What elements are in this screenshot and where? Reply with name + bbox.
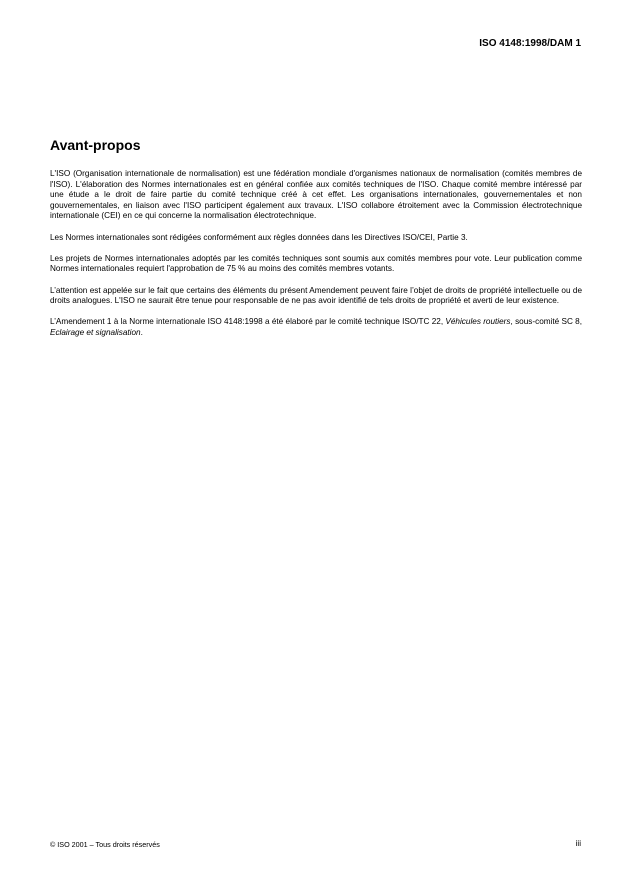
amendment-text-3: . xyxy=(140,327,143,337)
amendment-italic-lighting: Eclairage et signalisation xyxy=(50,327,141,337)
paragraph-iso-organisation: L'ISO (Organisation internationale de normalisation) est une fédération mondiale d'organismes nationaux de normalisation (comités membres de l'ISO). L'élaboration des Normes internationales est en général confiée aux comités techniques de l'ISO. Chaque comité membre intéressé par une étude a le droit de faire partie du comité technique créé à cet effet. Les organisations internationales, gouvernementales et non gouvernementales, en liaison avec l'ISO participent également aux travaux. L'ISO collabore étroitement avec la Commission électrotechnique internationale (CEI) en ce qui concerne la normalisation électrotechnique. xyxy=(50,169,582,221)
amendment-text-1: L’Amendement 1 à la Norme internationale ISO 4148:1998 a été élaboré par le comité technique ISO/TC 22, xyxy=(50,317,446,327)
paragraph-drafting-rules: Les Normes internationales sont rédigées conformément aux règles données dans les Directives ISO/CEI, Partie 3. xyxy=(50,232,468,242)
amendment-italic-vehicles: Véhicules routiers xyxy=(445,317,511,327)
document-identifier: ISO 4148:1998/DAM 1 xyxy=(479,38,581,49)
paragraph-voting: Les projets de Normes internationales adoptés par les comités techniques sont soumis aux comités membres pour vote. Leur publication comme Normes internationales requiert l'approbation de 75 % au moins des comités membres votants. xyxy=(50,253,582,274)
footer-copyright: © ISO 2001 – Tous droits réservés xyxy=(50,840,160,849)
paragraph-amendment-info xyxy=(50,317,582,338)
section-title: Avant-propos xyxy=(50,137,141,153)
section-body xyxy=(50,169,582,349)
footer-page-number: iii xyxy=(575,839,581,848)
amendment-text-2: , sous-comité SC 8, xyxy=(510,317,583,327)
paragraph-patent-rights: L’attention est appelée sur le fait que certains des éléments du présent Amendement peuvent faire l’objet de droits de propriété intellectuelle ou de droits analogues. L'ISO ne saurait être tenue pour responsable de ne pas avoir identifié de tels droits de propriété et averti de leur existence. xyxy=(50,285,582,306)
